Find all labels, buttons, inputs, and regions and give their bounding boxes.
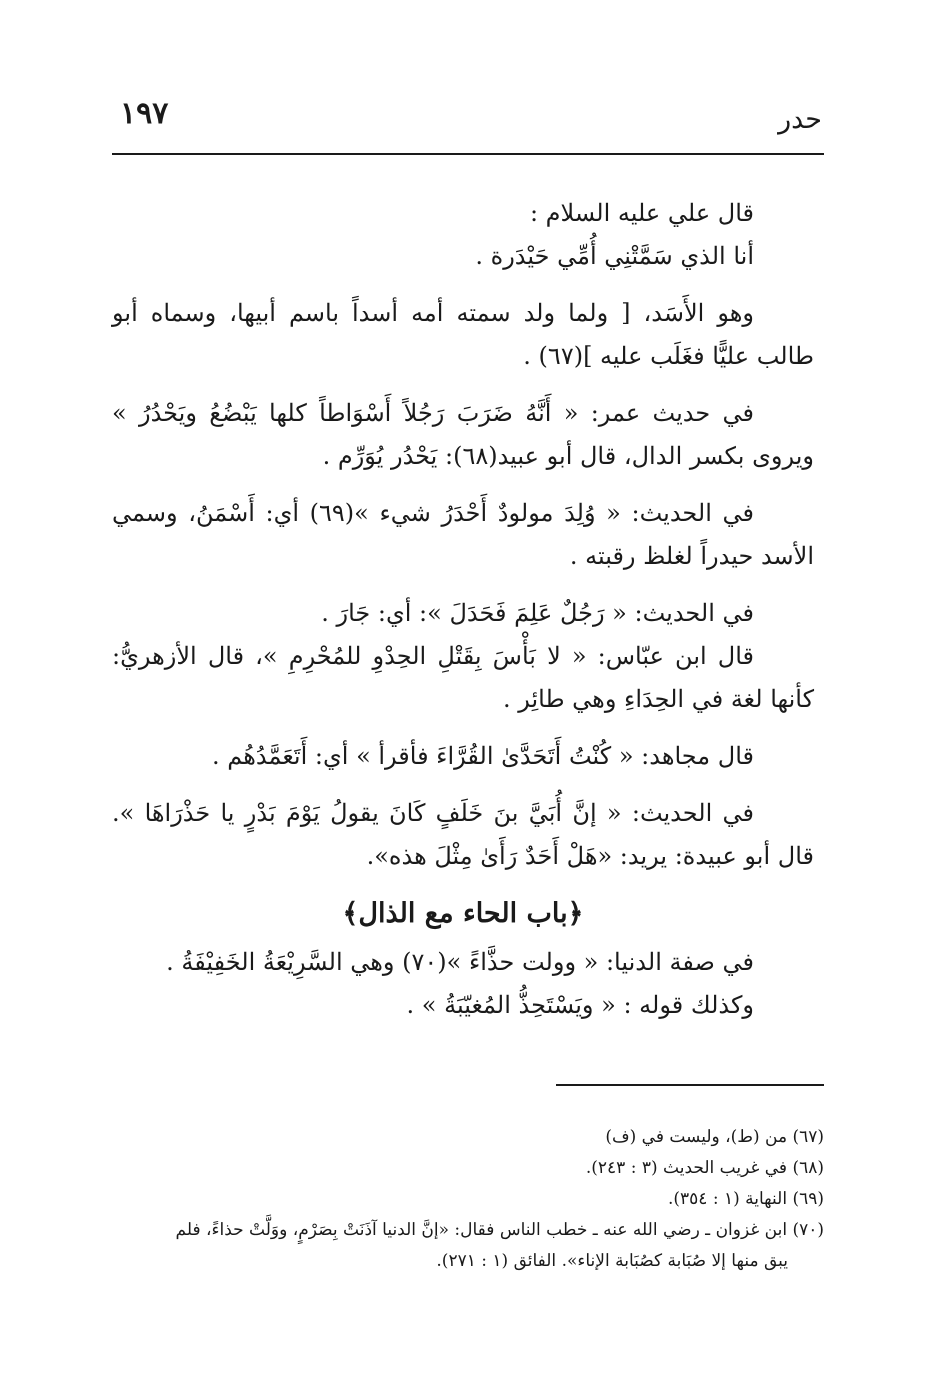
footnotes bbox=[112, 1122, 824, 1277]
footnote-70-continuation: يبق منها إلا صُبَابة كصُبَابة الإناء». الفائق (١ : ٢٧١). bbox=[436, 1251, 788, 1271]
footnote-69: (٦٩) النهاية (١ : ٣٥٤). bbox=[667, 1189, 824, 1209]
paragraph-dunya: في صفة الدنيا: « وولت حذَّاءً »(٧٠) وهي السَّرِيْعَةُ الخَفِيْفَةُ . bbox=[166, 948, 754, 976]
paragraph-yastahidh: وكذلك قوله : « ويَسْتَحِذُّ المُغيّبَةُ » . bbox=[406, 991, 754, 1019]
footnote-68: (٦٨) في غريب الحديث (٣ : ٢٤٣). bbox=[585, 1158, 824, 1178]
paragraph-ali-verse: أنا الذي سَمَّتْنِي أُمِّي حَيْدَرة . bbox=[475, 242, 754, 270]
footnote-rule bbox=[556, 1084, 824, 1086]
section-heading: ﴿باب الحاء مع الذال﴾ bbox=[342, 898, 584, 929]
running-title: حدر bbox=[778, 104, 822, 135]
paragraph-ali-quote-intro: قال علي عليه السلام : bbox=[529, 199, 754, 227]
main-text bbox=[112, 192, 814, 1041]
paragraph-umar-hadith: في حديث عمر: « أَنَّهُ ضَرَبَ رَجُلاً أَسْوَاطاً كلها يَبْضُعُ ويَحْدُرُ » ويروى بكسر الدال، قال أبو عبيد(٦٨): يَحْدُر يُوَرِّم . bbox=[112, 399, 814, 470]
header-rule bbox=[112, 153, 824, 155]
paragraph-ubayy-hadith: في الحديث: « إنَّ أُبَيَّ بنَ خَلَفٍ كَانَ يقولُ يَوْمَ بَدْرٍ يا حَذْرَاهَا ». قال أبو عبيدة: يريد: «هَلْ أَحَدٌ رَأَىٰ مِثْلَ هذه». bbox=[112, 799, 814, 870]
paragraph-hadal-hadith: في الحديث: « رَجُلٌ عَلِمَ فَحَدَلَ »: أي: جَارَ . bbox=[321, 599, 754, 627]
paragraph-ibn-abbas: قال ابن عبّاس: « لا بَأْسَ بِقَتْلِ الحِدْوِ للمُحْرِمِ »، قال الأزهريُّ: كأنها لغة في الحِدَاءِ وهي طائِر . bbox=[112, 642, 814, 713]
page-header bbox=[112, 96, 824, 156]
paragraph-lion-name: وهو الأَسَد، [ ولما ولد سمته أمه أسداً باسم أبيها، وسماه أبو طالب عليًّا فغَلَب عليه ](٦٧) . bbox=[112, 299, 814, 370]
page-number: ١٩٧ bbox=[120, 96, 169, 131]
paragraph-mujahid: قال مجاهد: « كُنْتُ أَتَحَدَّىٰ القُرَّاءَ فأقرأ » أي: أَتَعَمَّدُهُم . bbox=[211, 742, 754, 770]
footnote-70: (٧٠) ابن غزوان ـ رضي الله عنه ـ خطب الناس فقال: «إنَّ الدنيا آذَنَتْ بِصَرْمٍ، ووَلَّتْ حذاءً، فلم bbox=[175, 1220, 824, 1240]
paragraph-ahdar-hadith: في الحديث: « وُلِدَ مولودٌ أَحْدَرُ شيء »(٦٩) أي: أَسْمَنُ، وسمي الأسد حيدراً لغلظ رقبته . bbox=[112, 499, 814, 570]
footnote-67: (٦٧) من (ط)، وليست في (ف) bbox=[605, 1127, 824, 1147]
